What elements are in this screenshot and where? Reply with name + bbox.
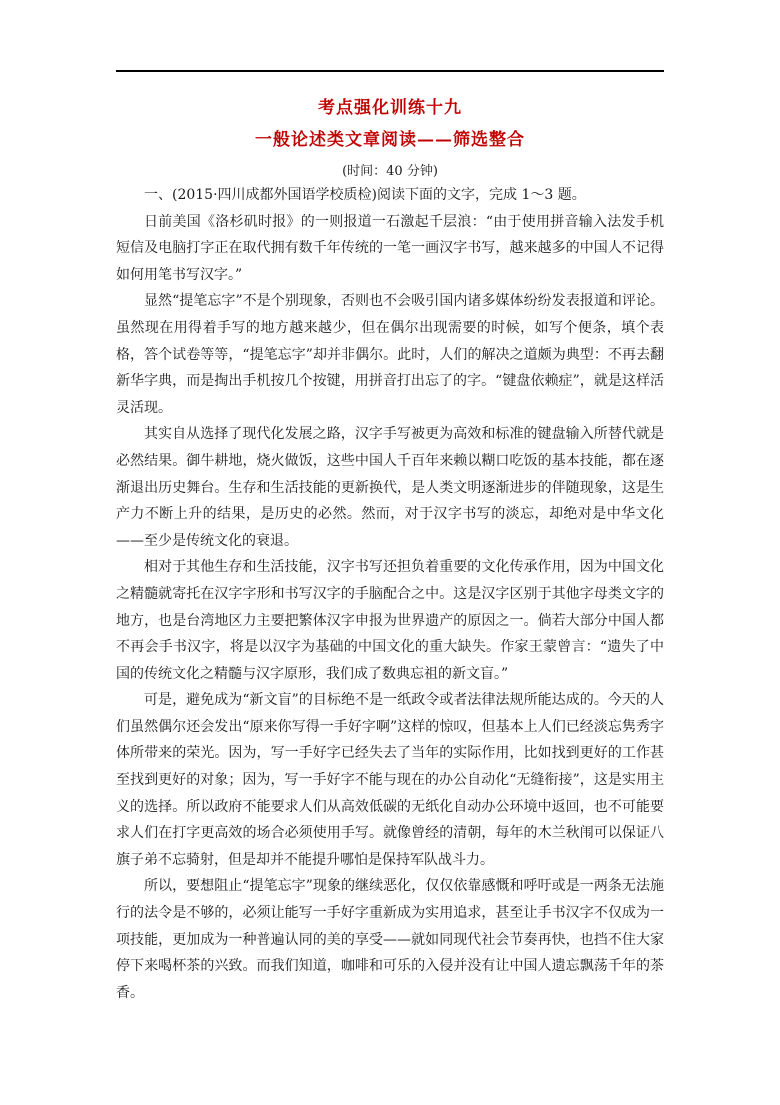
- title-block: [116, 92, 664, 182]
- paragraph-2: 显然“提笔忘字”不是个别现象，否则也不会吸引国内诸多媒体纷纷发表报道和评论。虽然现在用得着手写的地方越来越少，但在偶尔出现需要的时候，如写个便条，填个表格，答个试卷等等，“提笔忘字”却并非偶尔。此时，人们的解决之道颇为典型：不再去翻新华字典，而是掏出手机按几个按键，用拼音打出忘了的字。“键盘依赖症”，就是这样活灵活现。: [116, 293, 664, 416]
- paragraph-1: 日前美国《洛杉矶时报》的一则报道一石激起千层浪：“由于使用拼音输入法发手机短信及电脑打字正在取代拥有数千年传统的一笔一画汉字书写，越来越多的中国人不记得如何用笔书写汉字。”: [116, 213, 664, 283]
- article-body: [116, 182, 664, 1006]
- page-title: 考点强化训练十九: [318, 98, 462, 118]
- question-intro: 一、(2015·四川成都外国语学校质检)阅读下面的文字，完成 1～3 题。: [144, 187, 586, 203]
- page-subtitle: 一般论述类文章阅读——筛选整合: [255, 130, 525, 150]
- time-note: (时间：40 分钟): [342, 164, 438, 179]
- paragraph-6: 所以，要想阻止“提笔忘字”现象的继续恶化，仅仅依靠感慨和呼吁或是一两条无法施行的法令是不够的，必须让能写一手好字重新成为实用追求，甚至让手书汉字不仅成为一项技能，更加成为一种普遍认同的美的享受——就如同现代社会节奏再快，也挡不住大家停下来喝杯茶的兴致。而我们知道，咖啡和可乐的入侵并没有让中国人遗忘飘荡千年的茶香。: [116, 878, 664, 1001]
- paragraph-5: 可是，避免成为“新文盲”的目标绝不是一纸政令或者法律法规所能达成的。今天的人们虽然偶尔还会发出“原来你写得一手好字啊”这样的惊叹，但基本上人们已经淡忘隽秀字体所带来的荣光。因为，写一手好字已经失去了当年的实际作用，比如找到更好的工作甚至找到更好的对象；因为，写一手好字不能与现在的办公自动化“无缝衔接”，这是实用主义的选择。所以政府不能要求人们从高效低碳的无纸化自动办公环境中返回，也不可能要求人们在打字更高效的场合必须使用手写。就像曾经的清朝，每年的木兰秋闱可以保证八旗子弟不忘骑射，但是却并不能提升哪怕是保持军队战斗力。: [116, 692, 664, 868]
- paragraph-4: 相对于其他生存和生活技能，汉字书写还担负着重要的文化传承作用，因为中国文化之精髓就寄托在汉字字形和书写汉字的手脑配合之中。这是汉字区别于其他字母类文字的地方，也是台湾地区力主要把繁体汉字申报为世界遗产的原因之一。倘若大部分中国人都不再会手书汉字，将是以汉字为基础的中国文化的重大缺失。作家王蒙曾言：“遗失了中国的传统文化之精髓与汉字原形，我们成了数典忘祖的新文盲。”: [116, 559, 664, 682]
- top-divider: [116, 70, 664, 72]
- paragraph-3: 其实自从选择了现代化发展之路，汉字手写被更为高效和标准的键盘输入所替代就是必然结果。御牛耕地，烧火做饭，这些中国人千百年来赖以糊口吃饭的基本技能，都在逐渐退出历史舞台。生存和生活技能的更新换代，是人类文明逐渐进步的伴随现象，这是生产力不断上升的结果，是历史的必然。然而，对于汉字书写的淡忘，却绝对是中华文化——至少是传统文化的衰退。: [116, 426, 664, 549]
